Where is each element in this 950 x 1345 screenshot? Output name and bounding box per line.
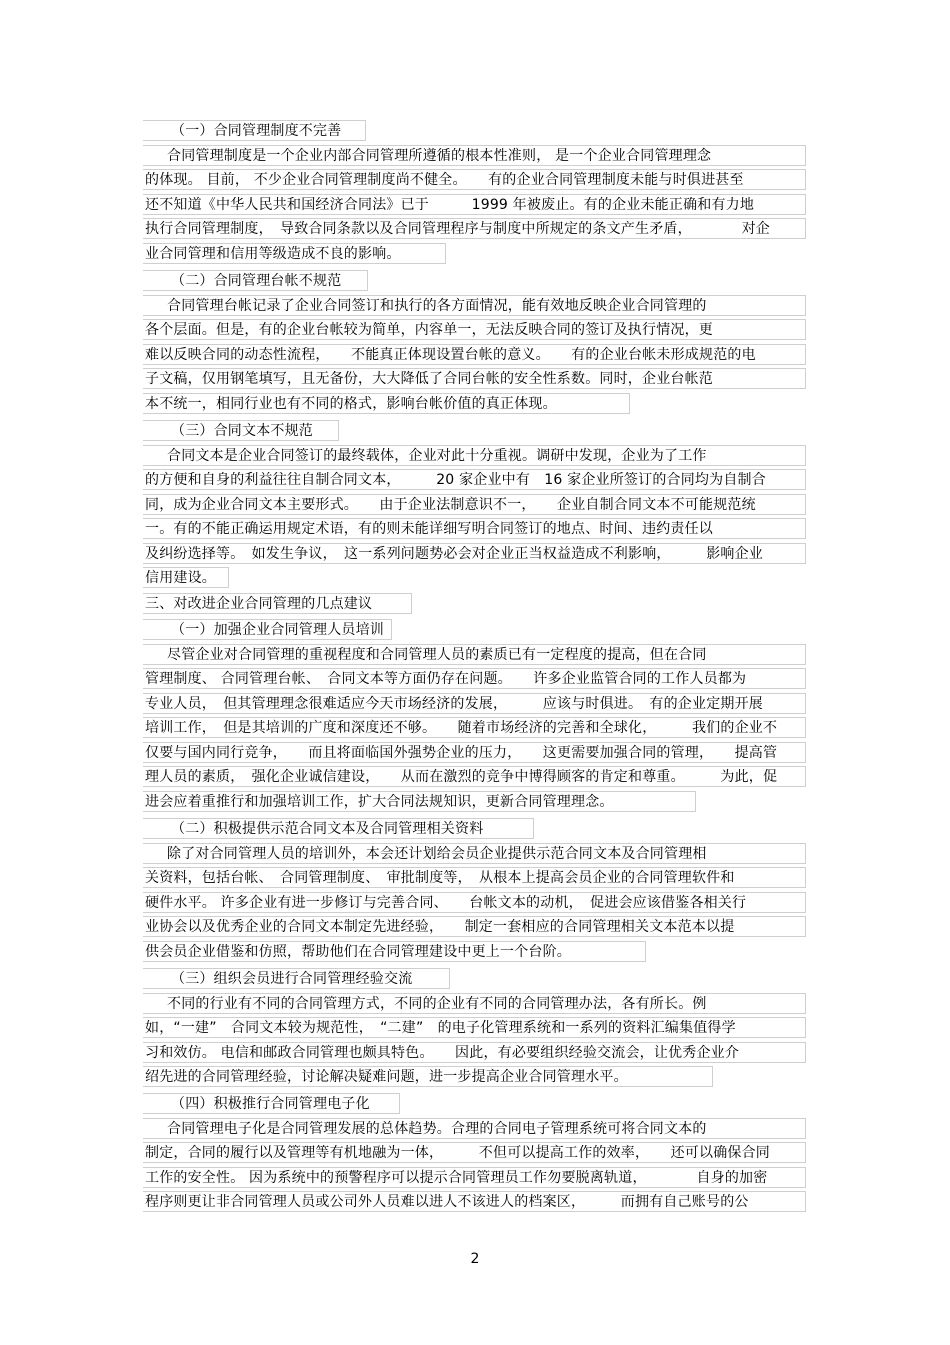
- paragraph-line: 合同管理电子化是合同管理发展的总体趋势。合理的合同电子管理系统可将合同文本的: [143, 1118, 806, 1139]
- paragraph-line: 供会员企业借鉴和仿照，帮助他们在合同管理建设中更上一个台阶。: [143, 941, 646, 962]
- paragraph-line: 及纠纷选择等。 如发生争议， 这一系列问题势必会对企业正当权益造成不利影响， 影响企业: [143, 543, 806, 564]
- paragraph-line: 制定，合同的履行以及管理等有机地融为一体， 不但可以提高工作的效率， 还可以确保合同: [143, 1142, 806, 1163]
- paragraph-line: 一。有的不能正确运用规定术语，有的则未能详细写明合同签订的地点、时间、违约责任以: [143, 518, 806, 539]
- paragraph-line: 进会应着重推行和加强培训工作，扩大合同法规知识，更新合同管理理念。: [143, 791, 696, 812]
- paragraph-line: 仅要与国内同行竞争， 而且将面临国外强势企业的压力， 这更需要加强合同的管理， 提高管: [143, 742, 806, 763]
- paragraph-line: 管理制度、 合同管理台帐、 合同文本等方面仍存在问题。 许多企业监管合同的工作人员都为: [143, 668, 806, 689]
- paragraph-line: 的体现。 目前， 不少企业合同管理制度尚不健全。 有的企业合同管理制度未能与时俱进甚至: [143, 169, 806, 190]
- chapter-heading: 三、对改进企业合同管理的几点建议: [143, 593, 412, 614]
- paragraph-line: 合同管理台帐记录了企业合同签订和执行的各方面情况，能有效地反映企业合同管理的: [143, 295, 806, 316]
- paragraph-line: 执行合同管理制度， 导致合同条款以及合同管理程序与制度中所规定的条文产生矛盾， 对企: [143, 218, 806, 239]
- paragraph-line: 关资料，包括台帐、 合同管理制度、 审批制度等， 从根本上提高会员企业的合同管理软件和: [143, 867, 806, 888]
- paragraph-line: 同，成为企业合同文本主要形式。 由于企业法制意识不一， 企业自制合同文本不可能规范统: [143, 494, 806, 515]
- section-heading: （二）积极提供示范合同文本及合同管理相关资料: [143, 818, 534, 839]
- paragraph-line: 尽管企业对合同管理的重视程度和合同管理人员的素质已有一定程度的提高，但在合同: [143, 644, 806, 665]
- section-heading: （一）加强企业合同管理人员培训: [143, 619, 392, 640]
- paragraph-line: 业协会以及优秀企业的合同文本制定先进经验， 制定一套相应的合同管理相关文本范本以提: [143, 916, 806, 937]
- section-heading: （三）合同文本不规范: [143, 420, 339, 441]
- paragraph-line: 绍先进的合同管理经验，讨论解决疑难问题，进一步提高企业合同管理水平。: [143, 1066, 713, 1087]
- paragraph-line: 不同的行业有不同的合同管理方式，不同的企业有不同的合同管理办法，各有所长。例: [143, 993, 806, 1014]
- paragraph-line: 业合同管理和信用等级造成不良的影响。: [143, 243, 446, 264]
- paragraph-line: 硬件水平。 许多企业有进一步修订与完善合同、 台帐文本的动机， 促进会应该借鉴各相关行: [143, 892, 806, 913]
- paragraph-line: 各个层面。但是，有的企业台帐较为简单，内容单一，无法反映合同的签订及执行情况，更: [143, 319, 806, 340]
- paragraph-line: 理人员的素质， 强化企业诚信建设， 从而在激烈的竞争中博得顾客的肯定和尊重。 为此，促: [143, 766, 806, 787]
- paragraph-line: 子文稿，仅用钢笔填写，且无备份，大大降低了合同台帐的安全性系数。同时，企业台帐范: [143, 368, 806, 389]
- paragraph-line: 信用建设。: [143, 567, 229, 588]
- paragraph-line: 本不统一，相同行业也有不同的格式，影响台帐价值的真正体现。: [143, 393, 630, 414]
- paragraph-line: 工作的安全性。 因为系统中的预警程序可以提示合同管理员工作勿要脱离轨道， 自身的加密: [143, 1167, 806, 1188]
- paragraph-line: 程序则更让非合同管理人员或公司外人员难以进人不该进人的档案区， 而拥有自己账号的公: [143, 1191, 806, 1212]
- paragraph-line: 习和效仿。 电信和邮政合同管理也颇具特色。 因此，有必要组织经验交流会，让优秀企业介: [143, 1042, 806, 1063]
- section-heading: （三）组织会员进行合同管理经验交流: [143, 968, 450, 989]
- paragraph-line: 专业人员， 但其管理理念很难适应今天市场经济的发展， 应该与时俱进。 有的企业定期开展: [143, 693, 806, 714]
- section-heading: （四）积极推行合同管理电子化: [143, 1093, 400, 1114]
- section-heading: （二）合同管理台帐不规范: [143, 270, 368, 291]
- paragraph-line: 合同管理制度是一个企业内部合同管理所遵循的根本性准则， 是一个企业合同管理理念: [143, 145, 806, 166]
- paragraph-line: 还不知道《中华人民共和国经济合同法》已于 1999 年被废止。有的企业未能正确和有力地: [143, 194, 806, 215]
- paragraph-line: 如，“一建” 合同文本较为规范性， “二建” 的电子化管理系统和一系列的资料汇编集值得学: [143, 1017, 806, 1038]
- paragraph-line: 的方便和自身的利益往往自制合同文本， 20 家企业中有 16 家企业所签订的合同均为自制合: [143, 469, 806, 490]
- paragraph-line: 合同文本是企业合同签订的最终载体，企业对此十分重视。调研中发现，企业为了工作: [143, 445, 806, 466]
- page-number: 2: [470, 1251, 480, 1267]
- paragraph-line: 难以反映合同的动态性流程， 不能真正体现设置台帐的意义。 有的企业台帐未形成规范的电: [143, 344, 806, 365]
- paragraph-line: 除了对合同管理人员的培训外，本会还计划给会员企业提供示范合同文本及合同管理相: [143, 843, 806, 864]
- paragraph-line: 培训工作， 但是其培训的广度和深度还不够。 随着市场经济的完善和全球化， 我们的企业不: [143, 717, 806, 738]
- section-heading: （一）合同管理制度不完善: [143, 120, 366, 141]
